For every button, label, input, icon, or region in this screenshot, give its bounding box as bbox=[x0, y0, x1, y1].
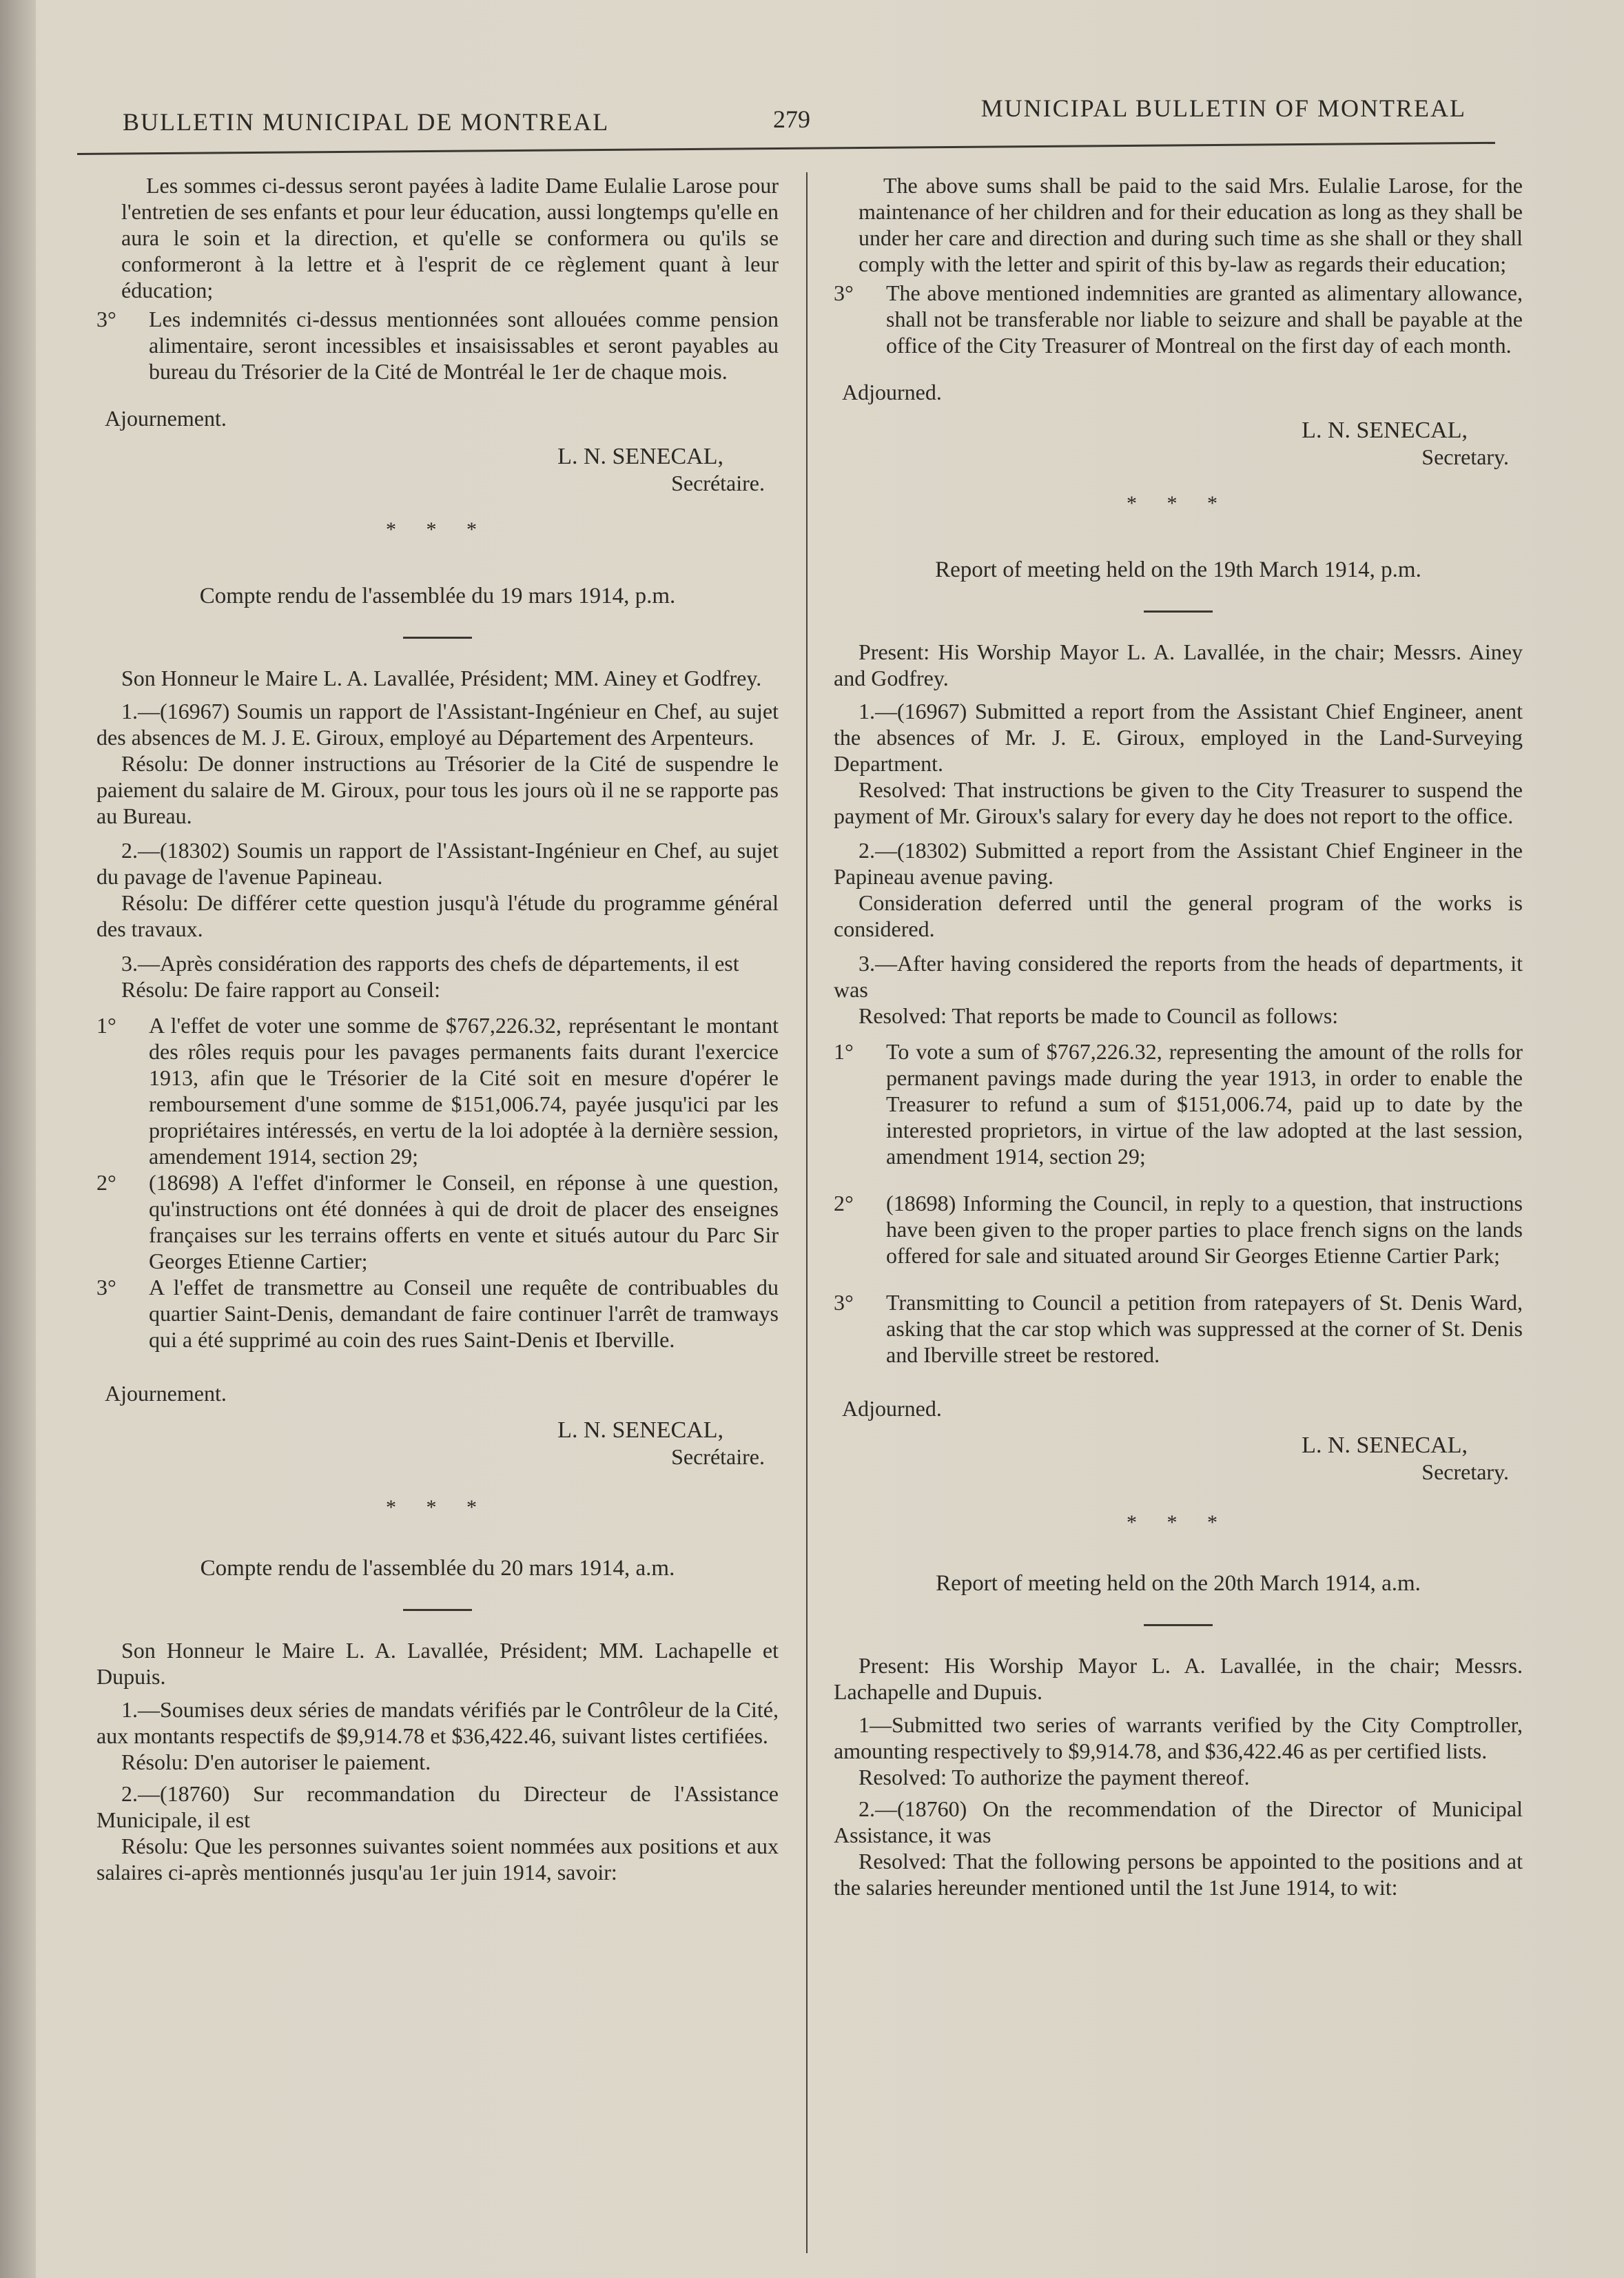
fr-item-3: 3.—Après considération des rapports des chefs de départements, il est bbox=[121, 951, 739, 976]
fr-signature-name: L. N. SENECAL, bbox=[557, 444, 723, 469]
en-report-heading: Report of meeting held on the 19th March 1914, p.m. bbox=[935, 557, 1421, 582]
en-item-assistance: 2.—(18760) On the recommendation of the Director of Municipal Assistance, it was bbox=[834, 1796, 1523, 1847]
fr-paragraph-sums: Les sommes ci-dessus seront payées à ladite Dame Eulalie Larose pour l'entretien de ses enfants et pour leur éducation, aussi longtemps qu'elle en aura le soin et la direction, et qu'elle se conformera ou qu'ils se conformeront à la lettre et à l'esprit de ce règlement quant à leur éducation; bbox=[121, 173, 779, 302]
en-item-warrants: 1—Submitted two series of warrants verified by the City Comptroller, amounting respectively to $9,914.78, and $36,422.46 as per certified lists. bbox=[834, 1712, 1523, 1763]
en-subitem-1 bbox=[834, 1038, 1523, 1169]
fr-resolution-warrants: Résolu: D'en autoriser le paiement. bbox=[121, 1749, 431, 1774]
fr-section-separator: * * * bbox=[386, 518, 489, 541]
en-subitem-text: To vote a sum of $767,226.32, representing the amount of the rolls for permanent pavings made during the year 1913, in order to enable the Treasurer to refund a sum of $151,006.74, paid up to date by the interested proprietors, in virtue of the law adopted at the last session, amendment 1914, section 29; bbox=[886, 1039, 1523, 1169]
fr-subitem-number: 1° bbox=[96, 1013, 116, 1038]
header-french-title: BULLETIN MUNICIPAL DE MONTREAL bbox=[123, 108, 610, 136]
en-heading-rule-2 bbox=[1144, 1624, 1213, 1626]
fr-signature-title: Secrétaire. bbox=[671, 471, 765, 495]
page-binding-edge bbox=[0, 0, 36, 2278]
fr-report-heading-2: Compte rendu de l'assemblée du 20 mars 1914, a.m. bbox=[200, 1556, 675, 1581]
header-english-title: MUNICIPAL BULLETIN OF MONTREAL bbox=[980, 94, 1466, 122]
en-section-separator-2: * * * bbox=[1127, 1511, 1230, 1534]
fr-item-1: 1.—(16967) Soumis un rapport de l'Assistant-Ingénieur en Chef, au sujet des absences de M. J. E. Giroux, employé au Département des Arpenteurs. bbox=[96, 699, 779, 750]
fr-report-heading: Compte rendu de l'assemblée du 19 mars 1914, p.m. bbox=[199, 584, 676, 608]
en-signature-name: L. N. SENECAL, bbox=[1302, 418, 1468, 443]
fr-item-3-indemnities bbox=[96, 306, 779, 384]
fr-subitem-2 bbox=[96, 1169, 779, 1274]
fr-attendance: Son Honneur le Maire L. A. Lavallée, Président; MM. Ainey et Godfrey. bbox=[121, 666, 762, 690]
en-adjournment-2: Adjourned. bbox=[842, 1396, 942, 1421]
en-subitem-number: 2° bbox=[834, 1191, 854, 1215]
fr-subitem-1 bbox=[96, 1012, 779, 1169]
en-resolution-2: Consideration deferred until the general program of the works is considered. bbox=[834, 890, 1523, 941]
fr-section-separator-2: * * * bbox=[386, 1496, 489, 1519]
en-subitem-number: 1° bbox=[834, 1039, 854, 1064]
fr-resolution-3: Résolu: De faire rapport au Conseil: bbox=[121, 977, 440, 1002]
fr-subitem-text: A l'effet de voter une somme de $767,226.32, représentant le montant des rôles requis pour les pavages permanents faits durant l'exercice 1913, afin que le Trésorier de la Cité soit en mesure d'opérer le remboursement d'une somme de $151,006.74, payée jusqu'ici par les propriétaires intéressés, en vertu de la loi adoptée à la dernière session, amendement 1914, section 29; bbox=[149, 1013, 779, 1169]
page-header bbox=[123, 87, 1466, 135]
en-subitem-3 bbox=[834, 1289, 1523, 1368]
fr-item-assistance: 2.—(18760) Sur recommandation du Directeur de l'Assistance Municipale, il est bbox=[96, 1781, 779, 1832]
fr-subitem-text: (18698) A l'effet d'informer le Conseil, en réponse à une question, qu'instructions ont été données à qui de droit de placer des enseignes françaises sur les terrains offerts en vente et situés autour du Parc Sir Georges Etienne Cartier; bbox=[149, 1170, 779, 1273]
fr-item-warrants: 1.—Soumises deux séries de mandats vérifiés par le Contrôleur de la Cité, aux montants respectifs de $9,914.78 et $36,422.46, suivant listes certifiées. bbox=[96, 1697, 779, 1748]
fr-signature-name-2: L. N. SENECAL, bbox=[557, 1417, 723, 1443]
fr-resolution-appointments: Résolu: Que les personnes suivantes soient nommées aux positions et aux salaires ci-après mentionnés jusqu'au 1er juin 1914, savoir: bbox=[96, 1834, 779, 1885]
fr-subitem-text: A l'effet de transmettre au Conseil une requête de contribuables du quartier Saint-Denis, demandant de faire continuer l'arrêt de tramways qui a été supprimé au coin des rues Saint-Denis et Iberville. bbox=[149, 1275, 779, 1352]
english-column bbox=[834, 172, 1523, 1900]
fr-item-2: 2.—(18302) Soumis un rapport de l'Assistant-Ingénieur en Chef, au sujet du pavage de l'avenue Papineau. bbox=[96, 838, 779, 889]
en-subitem-number: 3° bbox=[834, 1290, 854, 1315]
en-attendance: Present: His Worship Mayor L. A. Lavallée, in the chair; Messrs. Ainey and Godfrey. bbox=[834, 639, 1523, 690]
en-resolution-3: Resolved: That reports be made to Council as follows: bbox=[859, 1003, 1339, 1028]
en-item-3-indemnities bbox=[834, 280, 1523, 358]
en-item-number: 3° bbox=[834, 280, 854, 305]
en-item-1: 1.—(16967) Submitted a report from the Assistant Chief Engineer, anent the absences of Mr. J. E. Giroux, employed in the Land-Surveying Department. bbox=[834, 699, 1523, 776]
fr-item-text: Les indemnités ci-dessus mentionnées sont allouées comme pension alimentaire, seront incessibles et insaisissables et seront payables au bureau du Trésorier de la Cité de Montréal le 1er de chaque mois. bbox=[149, 307, 779, 384]
en-paragraph-sums: The above sums shall be paid to the said Mrs. Eulalie Larose, for the maintenance of her children and for their education as long as they shall be under her care and direction and during such time as she shall or they shall comply with the letter and spirit of this by-law as regards their education; bbox=[859, 173, 1523, 276]
en-resolution-1: Resolved: That instructions be given to the City Treasurer to suspend the payment of Mr. Giroux's salary for every day he does not report to the office. bbox=[834, 777, 1523, 828]
en-resolution-appointments: Resolved: That the following persons be appointed to the positions and at the salaries hereunder mentioned until the 1st June 1914, to wit: bbox=[834, 1849, 1523, 1900]
fr-attendance-2: Son Honneur le Maire L. A. Lavallée, Président; MM. Lachapelle et Dupuis. bbox=[96, 1638, 779, 1689]
en-item-text: The above mentioned indemnities are granted as alimentary allowance, shall not be transferable nor liable to seizure and shall be payable at the office of the City Treasurer of Montreal on the first day of each month. bbox=[886, 280, 1523, 358]
page-number: 279 bbox=[773, 105, 810, 133]
fr-subitem-number: 2° bbox=[96, 1170, 116, 1195]
en-signature-name-2: L. N. SENECAL, bbox=[1302, 1433, 1468, 1458]
fr-adjournment: Ajournement. bbox=[105, 406, 227, 431]
en-subitem-text: Transmitting to Council a petition from ratepayers of St. Denis Ward, asking that the car stop which was suppressed at the corner of St. Denis and Iberville street be restored. bbox=[886, 1290, 1523, 1367]
french-column bbox=[96, 172, 779, 1885]
fr-adjournment-2: Ajournement. bbox=[105, 1381, 227, 1406]
fr-heading-rule-2 bbox=[403, 1609, 472, 1611]
en-item-3: 3.—After having considered the reports from the heads of departments, it was bbox=[834, 951, 1523, 1002]
fr-subitem-3 bbox=[96, 1274, 779, 1353]
en-report-heading-2: Report of meeting held on the 20th March 1914, a.m. bbox=[936, 1571, 1421, 1596]
en-item-2: 2.—(18302) Submitted a report from the Assistant Chief Engineer in the Papineau avenue paving. bbox=[834, 838, 1523, 889]
en-signature-title: Secretary. bbox=[1421, 444, 1509, 469]
en-subitem-2 bbox=[834, 1190, 1523, 1269]
fr-resolution-2: Résolu: De différer cette question jusqu'à l'étude du programme général des travaux. bbox=[96, 890, 779, 941]
en-signature-title-2: Secretary. bbox=[1421, 1459, 1509, 1484]
header-rule bbox=[77, 142, 1495, 155]
fr-subitem-number: 3° bbox=[96, 1275, 116, 1300]
fr-heading-rule bbox=[403, 637, 472, 639]
fr-signature-title-2: Secrétaire. bbox=[671, 1444, 765, 1469]
fr-resolution-1: Résolu: De donner instructions au Trésorier de la Cité de suspendre le paiement du salaire de M. Giroux, pour tous les jours où il ne se rapporte pas au Bureau. bbox=[96, 751, 779, 828]
en-adjournment: Adjourned. bbox=[842, 380, 942, 404]
en-section-separator: * * * bbox=[1127, 492, 1230, 515]
en-resolution-warrants: Resolved: To authorize the payment thereof. bbox=[859, 1765, 1250, 1789]
column-divider bbox=[806, 172, 808, 2253]
en-attendance-2: Present: His Worship Mayor L. A. Lavallée, in the chair; Messrs. Lachapelle and Dupuis. bbox=[834, 1653, 1523, 1704]
fr-item-number: 3° bbox=[96, 307, 116, 331]
en-heading-rule bbox=[1144, 610, 1213, 613]
en-subitem-text: (18698) Informing the Council, in reply to a question, that instructions have been given to the proper parties to place french signs on the lands offered for sale and situated around Sir Georges Etienne Cartier Park; bbox=[886, 1191, 1523, 1268]
